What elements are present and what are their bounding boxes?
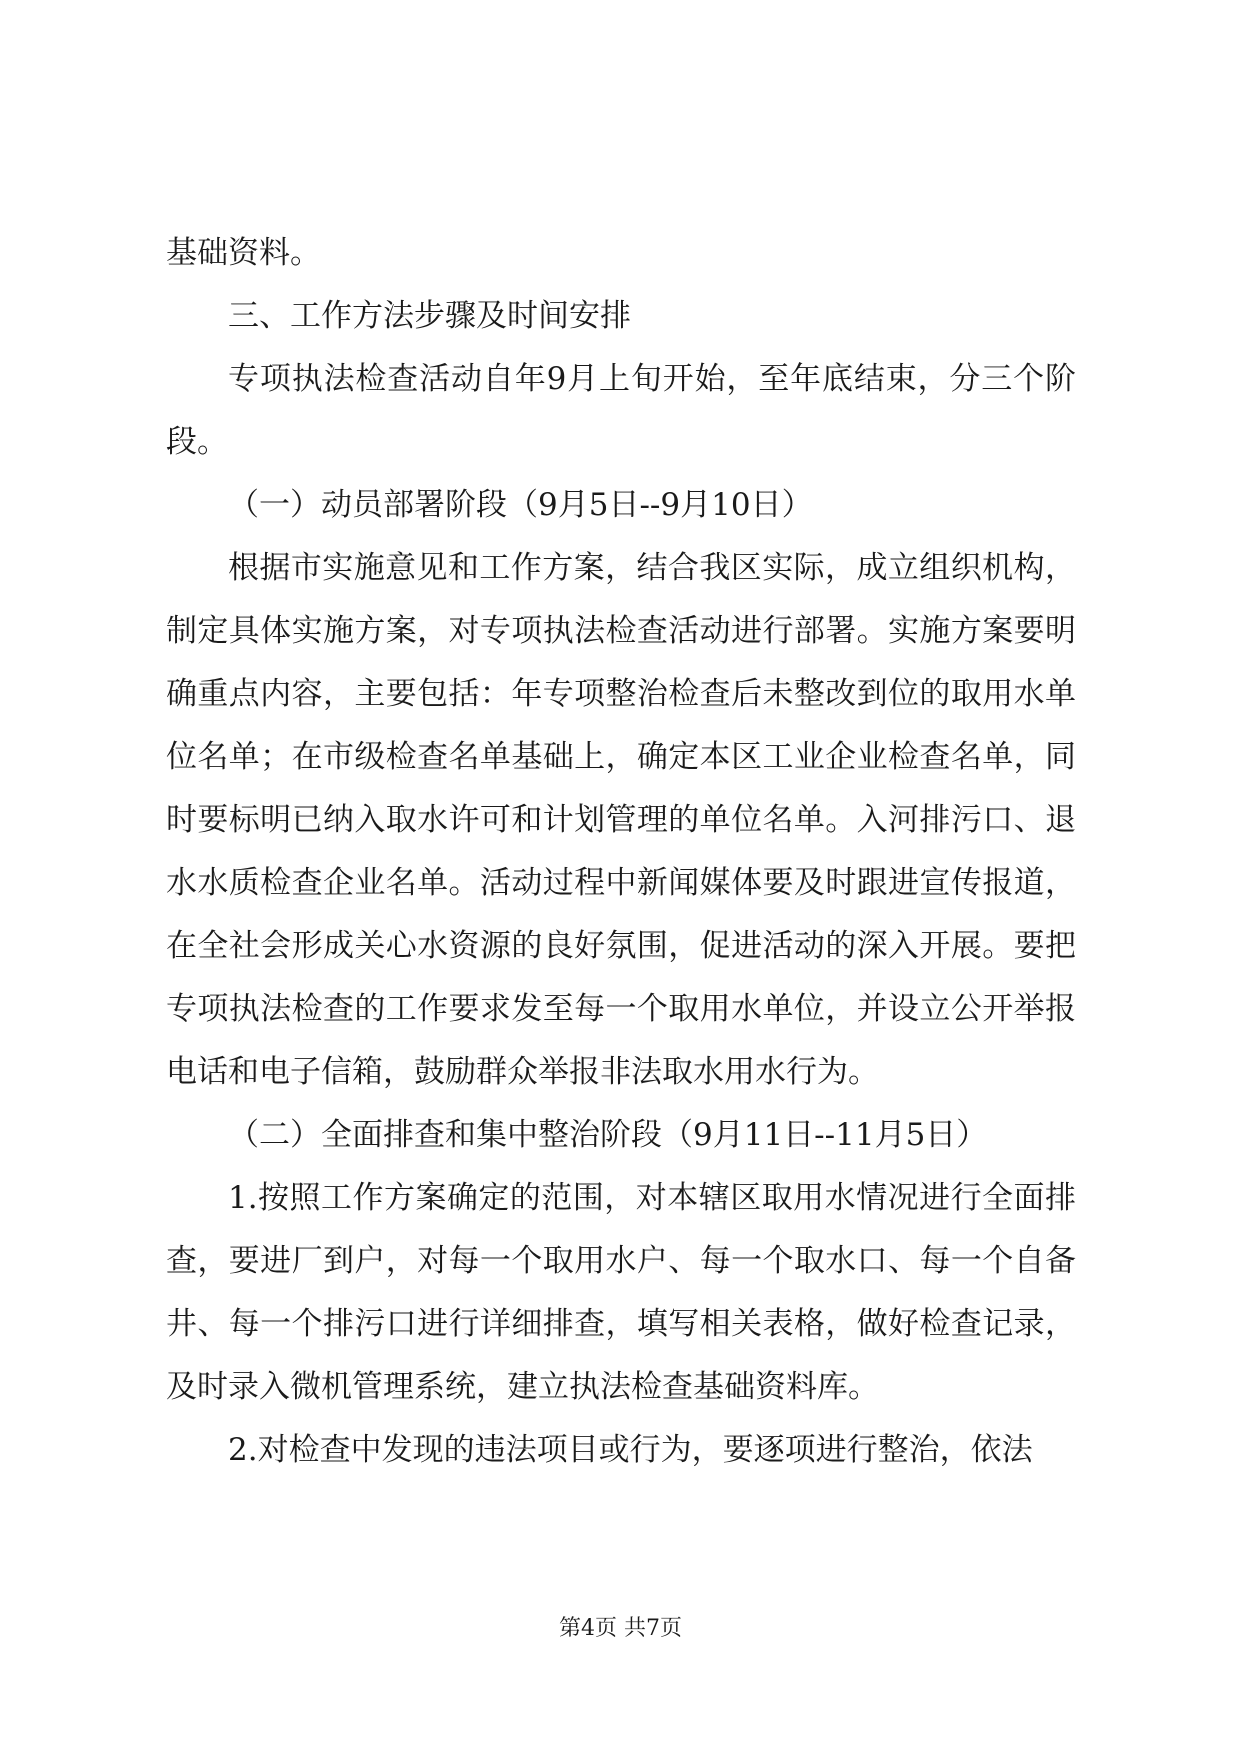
section-heading-3: 三、工作方法步骤及时间安排 [228, 298, 631, 334]
paragraph-schedule-intro: 专项执法检查活动自年9月上旬开始，至年底结束，分三个阶段。 [166, 361, 1076, 460]
document-body [166, 222, 1076, 1482]
paragraph-item-2: 2.对检查中发现的违法项目或行为，要逐项进行整治，依法 [228, 1432, 1033, 1468]
subheading-phase-2: （二）全面排查和集中整治阶段（9月11日--11月5日） [228, 1117, 988, 1153]
paragraph-1: 基础资料。 [166, 235, 321, 271]
page-number-footer: 第4页 共7页 [559, 1616, 682, 1641]
subheading-phase-1: （一）动员部署阶段（9月5日--9月10日） [228, 487, 813, 523]
paragraph-phase-1-detail: 根据市实施意见和工作方案，结合我区实际，成立组织机构，制定具体实施方案，对专项执法检查活动进行部署。实施方案要明确重点内容，主要包括：年专项整治检查后未整改到位的取用水单位名单；在市级检查名单基础上，确定本区工业企业检查名单，同时要标明已纳入取水许可和计划管理的单位名单。入河排污口、退水水质检查企业名单。活动过程中新闻媒体要及时跟进宣传报道，在全社会形成关心水资源的良好氛围，促进活动的深入开展。要把专项执法检查的工作要求发至每一个取用水单位，并设立公开举报电话和电子信箱，鼓励群众举报非法取水用水行为。 [166, 550, 1076, 1090]
paragraph-item-1: 1.按照工作方案确定的范围，对本辖区取用水情况进行全面排查，要进厂到户，对每一个取用水户、每一个取水口、每一个自备井、每一个排污口进行详细排查，填写相关表格，做好检查记录，及时录入微机管理系统，建立执法检查基础资料库。 [166, 1180, 1076, 1405]
